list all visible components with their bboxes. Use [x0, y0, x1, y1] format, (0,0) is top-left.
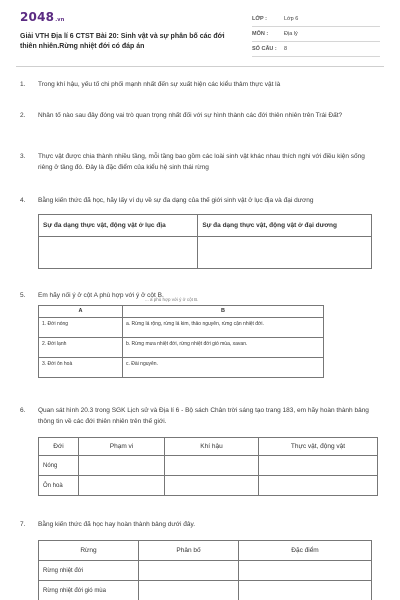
table-row [39, 476, 378, 496]
table-header-cell: B [123, 306, 324, 318]
table-header-cell: Rừng [39, 541, 139, 561]
table-header-row [39, 306, 324, 318]
answer-cell[interactable] [39, 237, 198, 269]
forest-name-cell: Rừng nhiệt đới [39, 561, 139, 581]
answer-cell[interactable] [139, 581, 239, 600]
meta-question-count [252, 44, 380, 57]
meta-value: 8 [284, 46, 288, 52]
question-3 [20, 152, 380, 173]
column-b-cell: a. Rừng lá rộng, rừng lá kim, thảo nguyên, rừng cận nhiệt đới. [123, 318, 324, 338]
question-5 [20, 291, 380, 302]
question-4 [20, 196, 380, 207]
question-number: 3. [20, 153, 26, 160]
table-row [39, 318, 324, 338]
question-text: Bằng kiến thức đã học, hãy lấy ví dụ về sự đa dạng của thế giới sinh vật ở lục địa và đại dương [38, 197, 314, 204]
table-row [39, 338, 324, 358]
answer-table-biodiversity [38, 214, 372, 269]
document-header [0, 0, 400, 62]
column-a-cell: 3. Đới ôn hoà [39, 358, 123, 378]
meta-subject [252, 29, 380, 42]
question-number: 5. [20, 292, 26, 299]
meta-value: Lớp 6 [284, 16, 299, 22]
question-number: 1. [20, 81, 26, 88]
answer-cell[interactable] [239, 581, 372, 600]
document-meta [252, 14, 380, 59]
table-row [39, 358, 324, 378]
question-text: Em hãy nối ý ở cột A phù hợp với ý ở cột B. [38, 292, 164, 299]
table-header-cell: Đặc điểm [239, 541, 372, 561]
question-number: 6. [20, 407, 26, 414]
table-header-row [39, 438, 378, 456]
table-row [39, 561, 372, 581]
question-text: Bằng kiến thức đã học hay hoàn thành bảng dưới đây. [38, 521, 196, 528]
logo-text: 2048 [20, 10, 55, 24]
question-number: 7. [20, 521, 26, 528]
question-text: Thực vật được chia thành nhiều tầng, mỗi tầng bao gồm các loài sinh vật khác nhau thích nghi với điều kiện sống riêng ở tầng đó. Đây là đặc điểm của kiểu hệ sinh thái rừng [38, 153, 365, 171]
answer-cell[interactable] [139, 561, 239, 581]
answer-cell[interactable] [79, 456, 165, 476]
table-header-row [39, 541, 372, 561]
question-6 [20, 406, 380, 427]
question-number: 2. [20, 112, 26, 119]
logo-suffix: .vn [55, 17, 65, 23]
table-header-cell: Sự đa dạng thực vật, động vật ở lục địa [39, 215, 198, 237]
answer-cell[interactable] [165, 456, 259, 476]
table-header-cell: A [39, 306, 123, 318]
meta-key: LỚP : [252, 16, 267, 22]
meta-key: SỐ CÂU : [252, 46, 277, 52]
column-b-cell: c. Đài nguyên. [123, 358, 324, 378]
meta-key: MÔN : [252, 31, 269, 37]
question-7 [20, 520, 380, 531]
answer-cell[interactable] [239, 561, 372, 581]
question-text: Trong khí hậu, yếu tố chi phối mạnh nhất đến sự xuất hiện các kiểu thảm thực vật là [38, 81, 281, 88]
matching-table [38, 305, 324, 378]
forest-types-table [38, 540, 372, 600]
table-row [39, 456, 378, 476]
table-row [39, 581, 372, 600]
question-text: Nhân tố nào sau đây đóng vai trò quan trọng nhất đối với sự hình thành các đới thiên nhiên trên Trái Đất? [38, 112, 343, 119]
table-header-cell: Đới [39, 438, 79, 456]
site-logo[interactable] [20, 10, 65, 24]
answer-cell[interactable] [165, 476, 259, 496]
natural-zones-table [38, 437, 378, 496]
column-a-cell: 2. Đới lạnh [39, 338, 123, 358]
zone-name-cell: Nóng [39, 456, 79, 476]
table-row [39, 237, 372, 269]
answer-cell[interactable] [79, 476, 165, 496]
table-header-cell: Phân bố [139, 541, 239, 561]
question-text: Quan sát hình 20.3 trong SGK Lịch sử và Địa lí 6 - Bộ sách Chân trời sáng tạo trang 183, em hãy hoàn thành bảng thông tin về các đới thiên nhiên trên thế giới. [38, 407, 369, 425]
column-a-cell: 1. Đới nóng [39, 318, 123, 338]
question-1 [20, 80, 380, 91]
answer-cell[interactable] [259, 476, 378, 496]
header-divider [16, 66, 384, 67]
question-number: 4. [20, 197, 26, 204]
meta-value: Địa lý [284, 31, 298, 37]
column-b-cell: b. Rừng mưa nhiệt đới, rừng nhiệt đới gió mùa, xavan. [123, 338, 324, 358]
answer-cell[interactable] [198, 237, 372, 269]
table-header-cell: Thực vật, động vật [259, 438, 378, 456]
table-header-row [39, 215, 372, 237]
zone-name-cell: Ôn hoà [39, 476, 79, 496]
bleed-through-text: ... a phù hợp với ý ở cột B. [145, 297, 199, 302]
table-header-cell: Khí hậu [165, 438, 259, 456]
table-header-cell: Sự đa dạng thực vật, động vật ở đại dương [198, 215, 372, 237]
answer-cell[interactable] [259, 456, 378, 476]
table-header-cell: Phạm vi [79, 438, 165, 456]
meta-class [252, 14, 380, 27]
forest-name-cell: Rừng nhiệt đới gió mùa [39, 581, 139, 600]
question-2 [20, 111, 380, 122]
document-title: Giải VTH Địa lí 6 CTST Bài 20: Sinh vật và sự phân bố các đới thiên nhiên.Rừng nhiệt đới có đáp án [20, 33, 225, 50]
